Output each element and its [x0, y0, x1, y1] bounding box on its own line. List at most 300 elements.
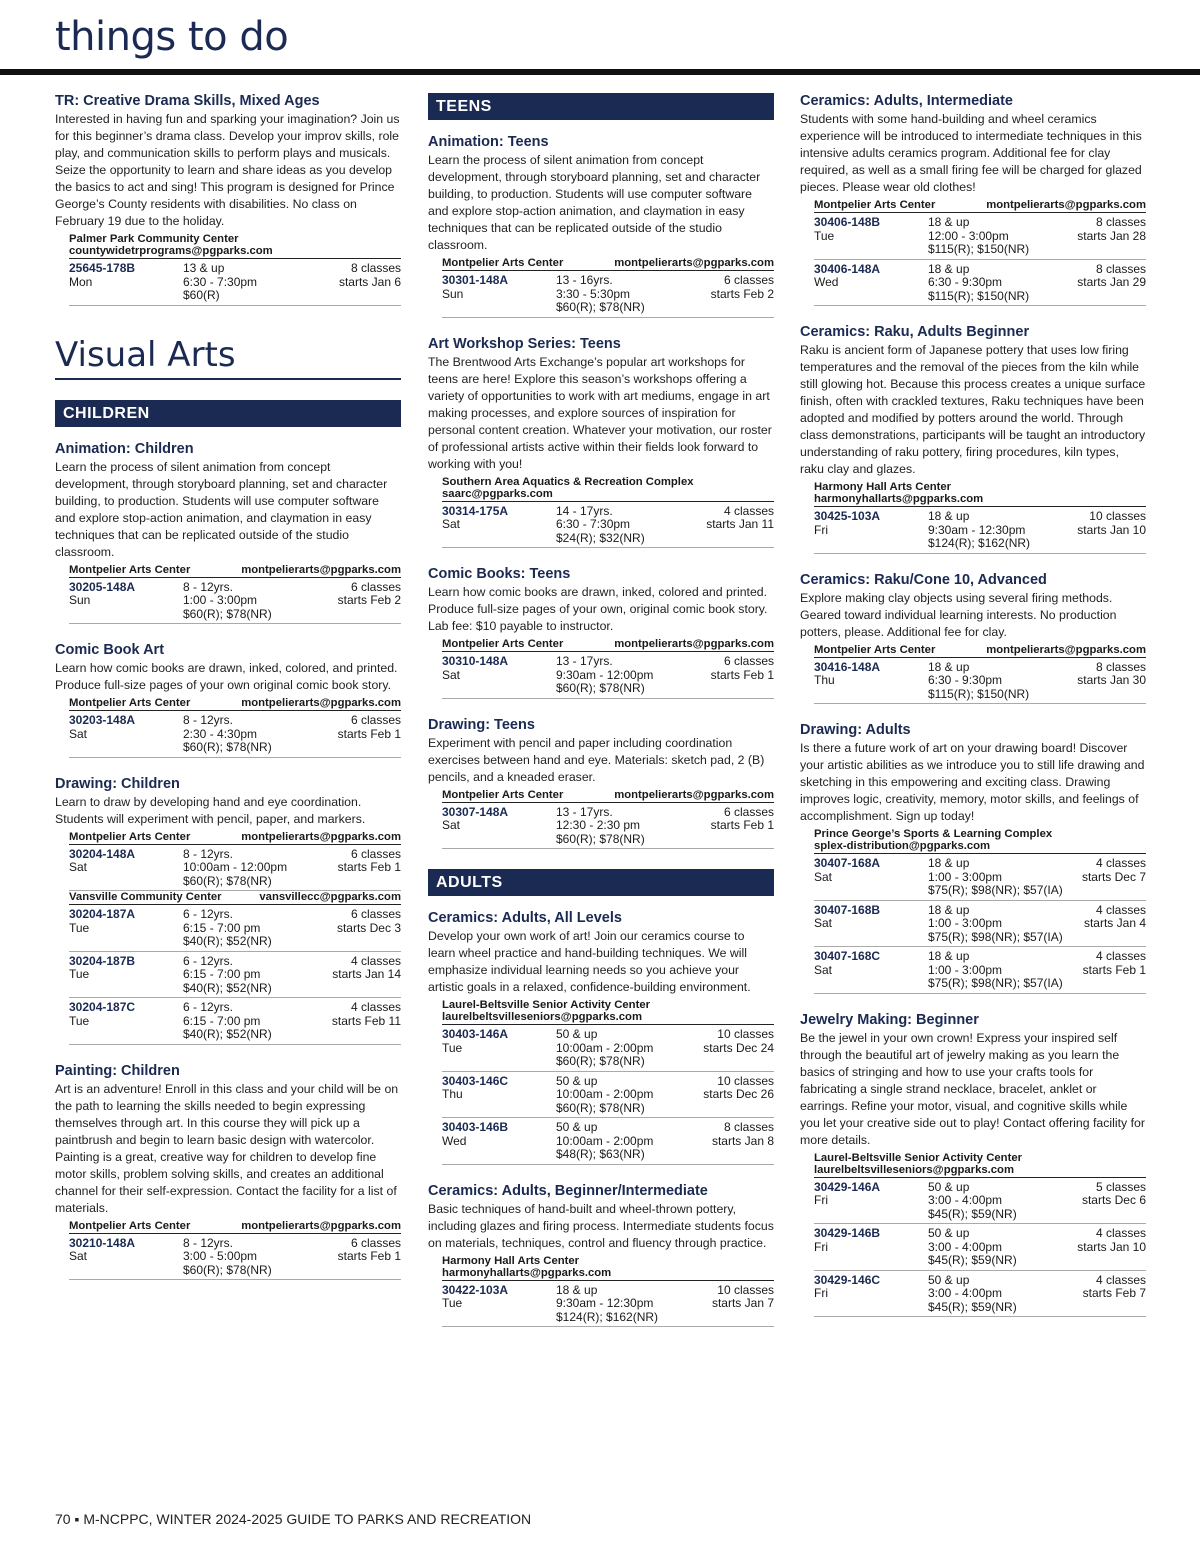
page-footer: 70 ▪ M-NCPPC, WINTER 2024-2025 GUIDE TO PARKS AND RECREATION — [55, 1511, 532, 1527]
facility-name: Montpelier Arts Center — [442, 788, 564, 801]
section-code: 30310-148A — [442, 654, 509, 668]
section-age: 18 & up — [928, 856, 970, 870]
section-classes: 5 classes — [1095, 1179, 1146, 1194]
facility-header — [69, 697, 401, 711]
section-row — [442, 803, 774, 850]
section-classes: 6 classes — [723, 654, 774, 668]
section-title: Visual Arts — [55, 334, 401, 380]
course-description: Be the jewel in your own crown! Express your inspired self through the beautiful art of jewelry making as you learn the basics of stringing and how to use your crafts tools for fabricating a single strand necklace, bracelet, anklet or earrings. Refine your motor, visual, and cognitive skills while you let your creative side out to play! Contact offering facility for more details. — [800, 1030, 1145, 1147]
section-day: Tue — [69, 967, 90, 981]
section-start: starts Jan 7 — [711, 1296, 774, 1310]
section-day: Tue — [442, 1296, 463, 1310]
section-age: 8 - 12yrs. — [183, 579, 234, 594]
course-block — [428, 1183, 774, 1328]
facility-email[interactable]: montpelierarts@pgparks.com — [986, 199, 1146, 211]
course-block — [55, 93, 401, 306]
section-day: Mon — [69, 274, 93, 289]
section-age: 13 - 16yrs. — [556, 273, 613, 287]
section-age: 6 - 12yrs. — [183, 953, 234, 968]
section-day: Sat — [442, 517, 461, 531]
section-row — [814, 1271, 1146, 1318]
section-time: 6:15 - 7:00 pm — [183, 920, 261, 935]
facility-email[interactable]: montpelierarts@pgparks.com — [241, 697, 401, 709]
facility-email[interactable]: montpelierarts@pgparks.com — [241, 563, 401, 576]
section-start: starts Feb 2 — [337, 593, 401, 607]
course-block — [800, 572, 1146, 705]
section-classes: 10 classes — [717, 1282, 774, 1297]
section-day: Sat — [814, 962, 833, 977]
section-time: 9:30am - 12:00pm — [556, 667, 654, 682]
course-title: Ceramics: Raku/Cone 10, Advanced — [800, 571, 1047, 588]
section-day: Sat — [814, 916, 833, 930]
section-classes: 10 classes — [1089, 509, 1146, 523]
section-classes: 4 classes — [1095, 856, 1146, 870]
section-row — [442, 1025, 774, 1072]
facility-header — [442, 638, 774, 652]
section-code: 30403-146C — [442, 1073, 509, 1088]
course-description: Art is an adventure! Enroll in this class and your child will be on the path to learning the skills needed to begin expressing themselves through art. In this course they will pick up a paintbrush and begin to learn basic design with watercolor. Painting is a great, creative way for children to develop fine motor skills, problem solving skills, and creates an additional channel for their self-expression. Contact the facility for a list of materials. — [55, 1081, 399, 1215]
section-start: starts Jan 4 — [1083, 916, 1146, 930]
section-start: starts Feb 1 — [337, 1249, 401, 1263]
section-code: 25645-178B — [69, 261, 136, 275]
section-day: Sat — [69, 1249, 88, 1263]
section-start: starts Dec 7 — [1081, 869, 1146, 884]
section-fee: $75(R); $98(NR); $57(IA) — [928, 883, 1063, 897]
facility-email[interactable]: montpelierarts@pgparks.com — [614, 257, 774, 269]
facility-header — [69, 233, 401, 259]
section-code: 30204-187A — [69, 907, 136, 921]
column-1 — [55, 93, 401, 1298]
section-start: starts Feb 1 — [337, 726, 401, 741]
section-time: 6:15 - 7:00 pm — [183, 967, 261, 981]
section-code: 30429-146B — [814, 1226, 881, 1240]
section-row — [814, 507, 1146, 554]
course-description: Basic techniques of hand-built and wheel-thrown pottery, including glazes and firing process. Intermediate students focus on materials, techniques, control and fluency through practice. — [428, 1201, 774, 1250]
section-start: starts Dec 3 — [336, 920, 401, 935]
section-fee: $60(R); $78(NR) — [556, 831, 645, 846]
course-title: Animation: Children — [55, 440, 194, 457]
section-day: Tue — [442, 1040, 463, 1055]
facility-email[interactable]: montpelierarts@pgparks.com — [614, 788, 774, 801]
section-day: Tue — [814, 228, 835, 243]
facility-email[interactable]: harmonyhallarts@pgparks.com — [442, 1266, 612, 1279]
section-age: 50 & up — [928, 1272, 970, 1287]
section-classes: 4 classes — [1095, 1226, 1146, 1240]
section-code: 30307-148A — [442, 804, 509, 819]
section-row — [69, 259, 401, 306]
course-title: Ceramics: Adults, Intermediate — [800, 93, 1013, 109]
section-fee: $115(R); $150(NR) — [928, 686, 1030, 701]
section-age: 50 & up — [556, 1120, 598, 1134]
section-code: 30205-148A — [69, 579, 136, 594]
section-start: starts Dec 24 — [703, 1040, 774, 1055]
section-code: 30407-168B — [814, 902, 881, 917]
section-fee: $124(R); $162(NR) — [556, 1309, 659, 1324]
facility-email[interactable]: montpelierarts@pgparks.com — [241, 830, 401, 843]
course-block — [800, 722, 1146, 994]
section-age: 18 & up — [928, 261, 970, 276]
section-classes: 8 classes — [1095, 261, 1146, 276]
facility-name: Montpelier Arts Center — [69, 563, 191, 576]
section-day: Fri — [814, 1193, 828, 1207]
course-title: Painting: Children — [55, 1062, 180, 1079]
course-block — [428, 566, 774, 699]
course-description: Students with some hand-building and wheel ceramics experience will be introduced to intermediate techniques in this intensive adults ceramics program. Additional fee for clay required, as well as a small firing fee will be charged for glazed pieces. Please wear old clothes! — [800, 112, 1142, 194]
section-row — [442, 1281, 774, 1328]
course-description: Interested in having fun and sparking your imagination? Join us for this beginner’s drama class. Develop your improv skills, role play, and communication skills to perform plays and musicals. Seize the opportunity to learn and share ideas as you develop the basics to act and sing! This program is designed for Prince George’s County residents with disabilities. No class on February 19 due to the holiday. — [55, 112, 400, 228]
section-row — [814, 854, 1146, 901]
section-day: Thu — [442, 1087, 463, 1101]
section-classes: 4 classes — [1095, 1272, 1146, 1287]
section-day: Thu — [814, 673, 835, 687]
section-day: Sat — [442, 818, 461, 832]
section-age: 18 & up — [928, 215, 970, 229]
section-classes: 6 classes — [350, 579, 401, 594]
section-time: 10:00am - 2:00pm — [556, 1133, 654, 1148]
facility-header — [814, 1152, 1146, 1178]
section-classes: 10 classes — [717, 1027, 774, 1041]
section-classes: 4 classes — [350, 953, 401, 968]
facility-name: Montpelier Arts Center — [442, 257, 564, 269]
section-row — [814, 1224, 1146, 1271]
section-row — [814, 260, 1146, 307]
facility-name: Vansville Community Center — [69, 891, 222, 903]
facility-header — [69, 891, 401, 905]
facility-email[interactable]: montpelierarts@pgparks.com — [614, 638, 774, 650]
section-time: 9:30am - 12:30pm — [556, 1296, 654, 1310]
facility-email[interactable]: harmonyhallarts@pgparks.com — [814, 493, 984, 505]
section-time: 3:00 - 4:00pm — [928, 1193, 1003, 1207]
section-time: 3:00 - 4:00pm — [928, 1239, 1003, 1254]
section-time: 3:00 - 5:00pm — [183, 1249, 258, 1263]
section-code: 30204-187B — [69, 953, 136, 968]
section-time: 6:30 - 9:30pm — [928, 275, 1003, 289]
course-title: Drawing: Teens — [428, 716, 535, 733]
section-row — [69, 1234, 401, 1281]
facility-name: Montpelier Arts Center — [69, 697, 191, 709]
section-time: 6:30 - 9:30pm — [928, 673, 1003, 687]
section-age: 13 - 17yrs. — [556, 654, 613, 668]
section-day: Fri — [814, 522, 828, 537]
section-age: 18 & up — [928, 949, 970, 963]
course-list — [428, 910, 774, 1327]
section-code: 30429-146A — [814, 1179, 881, 1194]
facility-name: Prince George’s Sports & Learning Complex — [814, 828, 1053, 840]
section-time: 1:00 - 3:00pm — [928, 962, 1003, 977]
section-day: Sun — [69, 593, 91, 607]
facility-header — [69, 1220, 401, 1234]
section-fee: $24(R); $32(NR) — [556, 530, 645, 545]
section-code: 30203-148A — [69, 713, 136, 727]
section-fee: $60(R); $78(NR) — [556, 1100, 645, 1115]
course-title: Ceramics: Adults, All Levels — [428, 910, 622, 926]
section-row — [442, 1072, 774, 1119]
section-age: 8 - 12yrs. — [183, 1235, 234, 1250]
facility-name: Southern Area Aquatics & Recreation Complex — [442, 475, 694, 488]
facility-header — [69, 831, 401, 845]
facility-email[interactable]: saarc@pgparks.com — [442, 487, 553, 500]
section-fee: $60(R); $78(NR) — [556, 300, 645, 314]
section-start: starts Jan 8 — [711, 1133, 774, 1148]
section-fee: $45(R); $59(NR) — [928, 1206, 1017, 1221]
section-code: 30301-148A — [442, 273, 509, 287]
course-description: Develop your own work of art! Join our ceramics course to learn wheel practice and hand-building techniques. We will emphasize individual learning needs so you achieve your artistic goals in a relaxed, confidence-building environment. — [428, 929, 751, 994]
facility-header — [442, 1255, 774, 1281]
course-title: Drawing: Adults — [800, 722, 911, 738]
section-time: 10:00am - 2:00pm — [556, 1040, 654, 1055]
section-row — [69, 578, 401, 625]
section-row — [814, 947, 1146, 994]
section-code: 30204-148A — [69, 846, 136, 861]
section-code: 30204-187C — [69, 1000, 136, 1014]
section-start: starts Dec 26 — [703, 1087, 774, 1101]
section-row — [442, 652, 774, 699]
section-row — [814, 658, 1146, 705]
section-fee: $60(R); $78(NR) — [183, 1262, 272, 1277]
section-time: 6:15 - 7:00 pm — [183, 1013, 261, 1028]
section-classes: 6 classes — [350, 713, 401, 727]
course-description: Raku is ancient form of Japanese pottery that uses low firing temperatures and the removal of the pieces from the kiln while still glowing hot. Because this process creates a unique surface finish, often with crackled textures, Raku techniques have been adopted and modified by potters around the world. Through class demonstrations, participants will be taught an introductory understanding of raku pottery, firing procedures, kiln types, raku clay and glazes. — [800, 343, 1146, 476]
section-day: Sat — [814, 869, 833, 884]
section-row — [814, 1178, 1146, 1225]
facility-header — [442, 257, 774, 271]
section-start: starts Feb 1 — [1082, 962, 1146, 977]
course-list — [800, 93, 1146, 1317]
section-row — [814, 901, 1146, 948]
section-age: 18 & up — [928, 509, 970, 523]
section-start: starts Jan 14 — [332, 967, 401, 981]
section-row — [69, 952, 401, 999]
section-code: 30314-175A — [442, 503, 509, 518]
section-classes: 8 classes — [723, 1120, 774, 1134]
section-time: 9:30am - 12:30pm — [928, 522, 1026, 537]
course-title: Drawing: Children — [55, 775, 180, 792]
section-classes: 10 classes — [717, 1073, 774, 1088]
section-age: 18 & up — [928, 902, 970, 917]
section-row — [69, 845, 401, 892]
course-title: Ceramics: Adults, Beginner/Intermediate — [428, 1182, 708, 1199]
section-fee: $60(R) — [183, 288, 220, 302]
course-title: TR: Creative Drama Skills, Mixed Ages — [55, 93, 320, 109]
facility-header — [814, 199, 1146, 213]
facility-header — [442, 789, 774, 803]
section-age: 13 - 17yrs. — [556, 804, 613, 819]
course-title: Comic Book Art — [55, 642, 165, 658]
course-title: Art Workshop Series: Teens — [428, 335, 621, 352]
section-day: Tue — [69, 920, 90, 935]
category-band: TEENS — [428, 93, 774, 120]
section-classes: 4 classes — [1095, 949, 1146, 963]
section-time: 6:30 - 7:30pm — [183, 274, 258, 289]
category-band: ADULTS — [428, 869, 774, 896]
facility-header — [814, 644, 1146, 658]
section-fee: $48(R); $63(NR) — [556, 1147, 645, 1161]
section-start: starts Jan 11 — [706, 517, 774, 531]
section-classes: 6 classes — [350, 907, 401, 921]
section-age: 50 & up — [928, 1226, 970, 1240]
course-block — [800, 93, 1146, 306]
course-block — [800, 1012, 1146, 1318]
section-age: 6 - 12yrs. — [183, 907, 234, 921]
section-start: starts Jan 10 — [1077, 522, 1146, 537]
section-fee: $115(R); $150(NR) — [928, 242, 1030, 256]
section-day: Sun — [442, 286, 464, 301]
section-day: Tue — [69, 1013, 90, 1028]
section-fee: $115(R); $150(NR) — [928, 288, 1030, 303]
section-time: 10:00am - 2:00pm — [556, 1087, 654, 1101]
facility-header — [814, 481, 1146, 507]
section-code: 30416-148A — [814, 659, 881, 674]
facility-name: Harmony Hall Arts Center — [442, 1254, 580, 1267]
section-fee: $60(R); $78(NR) — [183, 606, 272, 621]
facility-header — [442, 999, 774, 1025]
facility-name: Laurel-Beltsville Senior Activity Center — [442, 999, 651, 1011]
section-start: starts Feb 1 — [337, 860, 401, 874]
facility-header — [69, 564, 401, 578]
section-classes: 6 classes — [723, 804, 774, 819]
section-row — [69, 905, 401, 952]
course-description: Learn how comic books are drawn, inked, colored and printed. Produce full-size pages of your own, original comic book story. Lab fee: $10 payable to instructor. — [428, 585, 768, 633]
section-row — [814, 213, 1146, 260]
section-row — [442, 1118, 774, 1165]
section-time: 12:30 - 2:30 pm — [556, 818, 641, 832]
section-row — [69, 998, 401, 1045]
section-time: 6:30 - 7:30pm — [556, 517, 631, 531]
facility-email[interactable]: montpelierarts@pgparks.com — [241, 1219, 401, 1232]
section-classes: 6 classes — [350, 846, 401, 861]
section-fee: $124(R); $162(NR) — [928, 536, 1031, 550]
section-code: 30407-168C — [814, 949, 881, 963]
section-code: 30425-103A — [814, 509, 881, 523]
header-rule — [0, 69, 1200, 75]
facility-name: Laurel-Beltsville Senior Activity Center — [814, 1151, 1023, 1164]
column-3 — [800, 93, 1146, 1335]
section-day: Fri — [814, 1286, 828, 1300]
section-start: starts Jan 28 — [1077, 228, 1146, 243]
facility-email[interactable]: countywidetrprograms@pgparks.com — [69, 245, 273, 257]
course-description: The Brentwood Arts Exchange’s popular art workshops for teens are here! Explore this season’s workshops offering a variety of opportunities to work with art mediums, engage in art making processes, and explore sources of inspiration for personal content creation. Whatever your motivation, our roster of professional artists active within their fields look forward to working with you! — [428, 354, 772, 471]
section-code: 30422-103A — [442, 1282, 509, 1297]
section-age: 18 & up — [556, 1282, 598, 1297]
facility-name: Montpelier Arts Center — [814, 199, 936, 211]
section-start: starts Jan 10 — [1077, 1239, 1146, 1254]
section-fee: $40(R); $52(NR) — [183, 934, 272, 948]
facility-name: Montpelier Arts Center — [69, 830, 191, 843]
section-time: 10:00am - 12:00pm — [183, 860, 288, 874]
section-start: starts Feb 1 — [710, 818, 774, 832]
page-header: things to do — [55, 14, 289, 60]
facility-name: Harmony Hall Arts Center — [814, 481, 952, 493]
course-block — [428, 910, 774, 1165]
facility-header — [442, 476, 774, 502]
course-block — [55, 642, 401, 758]
section-fee: $40(R); $52(NR) — [183, 1027, 272, 1041]
facility-header — [814, 828, 1146, 854]
facility-email[interactable]: laurelbeltsvilleseniors@pgparks.com — [814, 1163, 1015, 1176]
section-fee: $60(R); $78(NR) — [556, 681, 645, 695]
facility-email[interactable]: splex-distribution@pgparks.com — [814, 840, 991, 852]
course-description: Learn the process of silent animation from concept development, through storyboard planning, set and character building, to production. Students will use computer software and explore stop-action animation, and claymation in easy techniques that can be replicated outside of the studio classroom. — [55, 459, 388, 559]
section-fee: $45(R); $59(NR) — [928, 1253, 1017, 1267]
section-fee: $45(R); $59(NR) — [928, 1299, 1017, 1314]
section-classes: 4 classes — [1095, 902, 1146, 917]
column-2 — [428, 93, 774, 1345]
section-fee: $40(R); $52(NR) — [183, 980, 272, 995]
facility-email[interactable]: laurelbeltsvilleseniors@pgparks.com — [442, 1011, 643, 1023]
section-day: Wed — [814, 275, 839, 289]
section-classes: 8 classes — [1095, 215, 1146, 229]
section-classes: 6 classes — [350, 1235, 401, 1250]
facility-email[interactable]: vansvillecc@pgparks.com — [259, 891, 401, 903]
section-day: Wed — [442, 1133, 467, 1148]
section-time: 1:00 - 3:00pm — [183, 593, 258, 607]
course-block — [428, 134, 774, 318]
course-title: Animation: Teens — [428, 134, 549, 150]
course-description: Experiment with pencil and paper including coordination exercises between hand and eye. Materials: sketch pad, 2 (B) pencils, and a kneaded eraser. — [428, 735, 765, 784]
section-start: starts Jan 29 — [1077, 275, 1146, 289]
section-fee: $60(R); $78(NR) — [183, 873, 272, 888]
section-time: 3:30 - 5:30pm — [556, 286, 631, 301]
section-age: 6 - 12yrs. — [183, 1000, 234, 1014]
section-classes: 4 classes — [723, 503, 774, 518]
section-row — [442, 502, 774, 549]
section-time: 1:00 - 3:00pm — [928, 869, 1003, 884]
section-age: 50 & up — [928, 1179, 970, 1194]
course-description: Learn how comic books are drawn, inked, colored, and printed. Produce full-size pages of your own original comic book story. — [55, 661, 398, 692]
section-code: 30407-168A — [814, 856, 881, 870]
section-code: 30403-146A — [442, 1027, 509, 1041]
section-start: starts Feb 7 — [1082, 1286, 1146, 1300]
course-block — [55, 441, 401, 625]
facility-name: Montpelier Arts Center — [442, 638, 564, 650]
section-time: 2:30 - 4:30pm — [183, 726, 258, 741]
section-fee: $75(R); $98(NR); $57(IA) — [928, 976, 1063, 990]
facility-name: Montpelier Arts Center — [814, 643, 936, 656]
course-list — [428, 134, 774, 849]
section-fee: $60(R); $78(NR) — [556, 1054, 645, 1068]
section-code: 30406-148A — [814, 261, 881, 276]
course-list — [55, 441, 401, 1281]
section-age: 50 & up — [556, 1027, 598, 1041]
section-time: 3:00 - 4:00pm — [928, 1286, 1003, 1300]
course-block — [55, 776, 401, 1045]
section-age: 13 & up — [183, 261, 225, 275]
section-code: 30403-146B — [442, 1120, 509, 1134]
section-classes: 8 classes — [1095, 659, 1146, 674]
section-row — [69, 711, 401, 758]
section-classes: 6 classes — [723, 273, 774, 287]
section-age: 50 & up — [556, 1073, 598, 1088]
course-description: Learn the process of silent animation from concept development, through storyboard planning, set and character building, to production. Students will use computer software and explore stop-action animation, and claymation in easy techniques that can be replicated outside of the studio classroom. — [428, 153, 761, 252]
section-code: 30210-148A — [69, 1235, 136, 1250]
facility-email[interactable]: montpelierarts@pgparks.com — [986, 643, 1146, 656]
section-start: starts Feb 2 — [710, 286, 774, 301]
course-description: Learn to draw by developing hand and eye coordination. Students will experiment with pencil, paper, and markers. — [55, 794, 366, 826]
section-start: starts Jan 30 — [1077, 673, 1146, 687]
facility-name: Palmer Park Community Center — [69, 233, 239, 245]
course-block — [428, 336, 774, 549]
section-age: 14 - 17yrs. — [556, 503, 613, 518]
section-start: starts Jan 6 — [338, 274, 401, 289]
section-start: starts Feb 1 — [710, 667, 774, 682]
course-block — [55, 1063, 401, 1281]
course-block — [800, 324, 1146, 554]
category-band: CHILDREN — [55, 400, 401, 427]
course-description: Is there a future work of art on your drawing board! Discover your artistic abilities as we introduce you to still life drawing and sketching in this empowering and exciting class. Drawing improves logic, creativity, memory, motor skills, and feelings of accomplishment. Sign up today! — [800, 741, 1145, 823]
section-day: Sat — [442, 667, 461, 682]
section-fee: $60(R); $78(NR) — [183, 740, 272, 754]
section-code: 30429-146C — [814, 1272, 881, 1287]
